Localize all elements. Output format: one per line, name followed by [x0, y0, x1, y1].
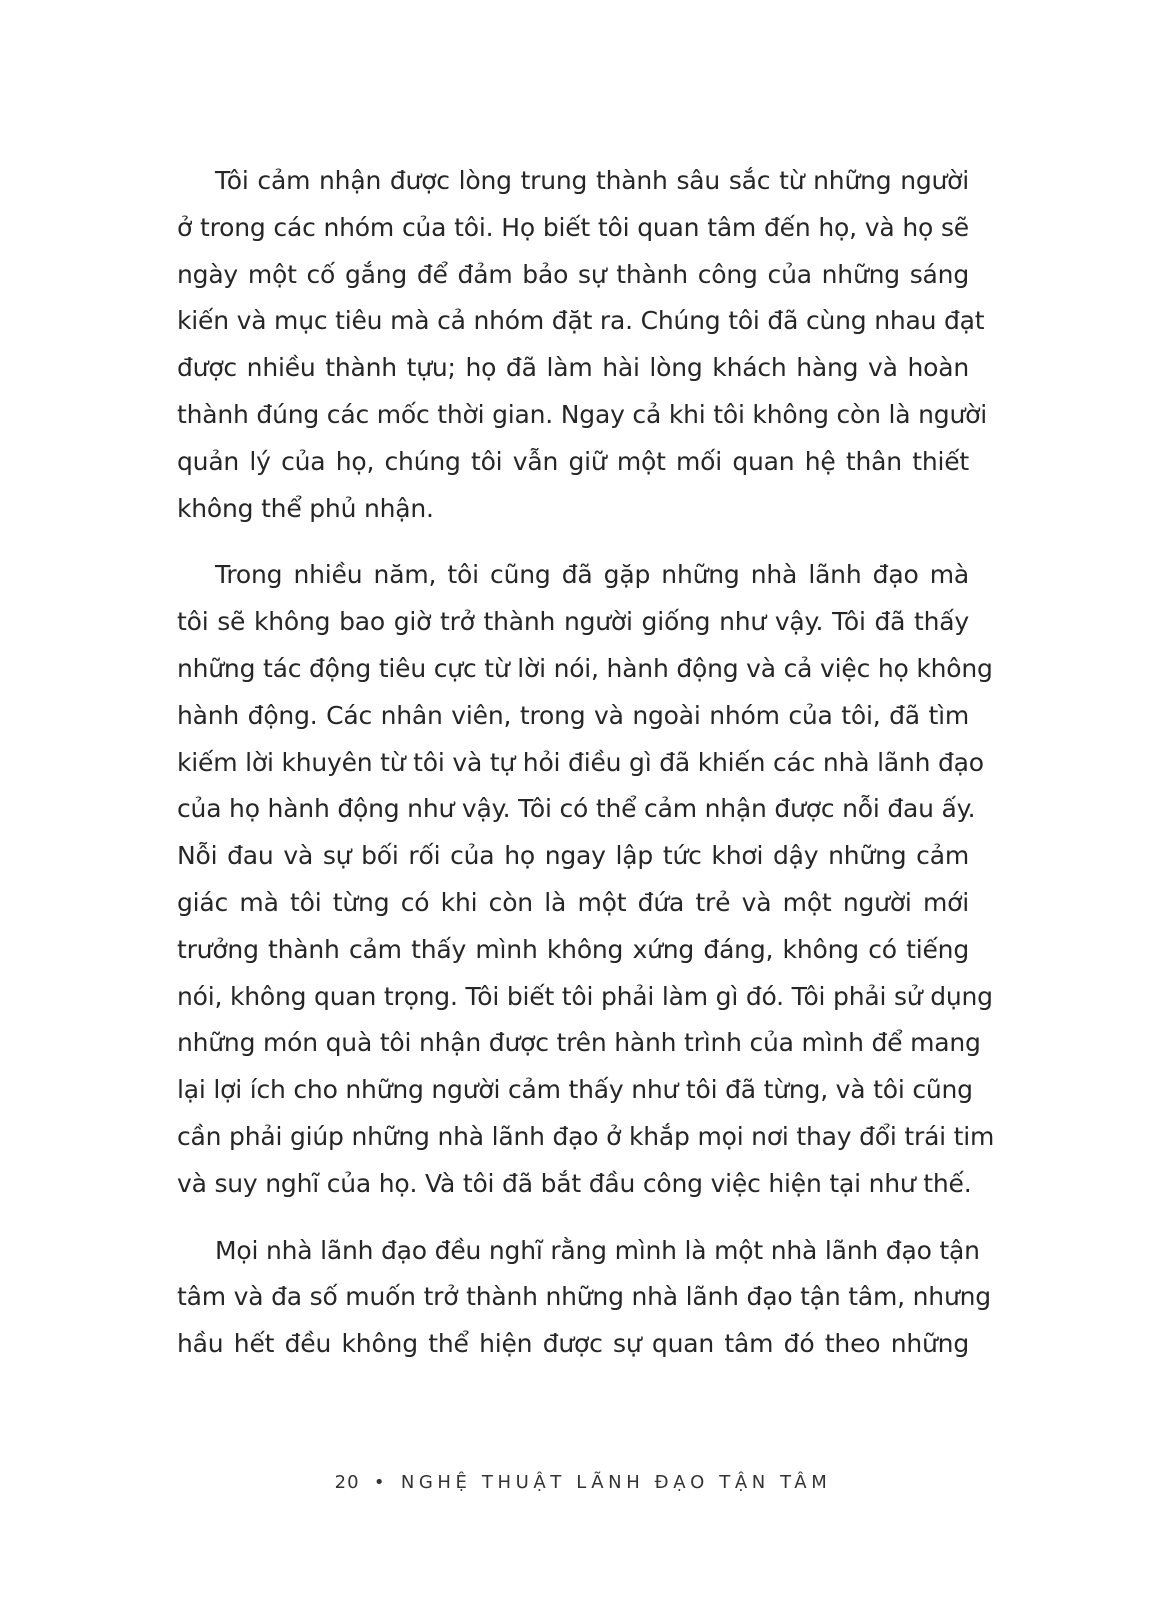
- text-line: và suy nghĩ của họ. Và tôi đã bắt đầu công việc hiện tại như thế.: [177, 1168, 972, 1198]
- text-line: Nỗi đau và sự bối rối của họ ngay lập tức khơi dậy những cảm: [177, 841, 969, 871]
- text-line: Tôi cảm nhận được lòng trung thành sâu sắc từ những người: [215, 166, 969, 195]
- text-line: những tác động tiêu cực từ lời nói, hành động và cả việc họ không: [177, 653, 993, 683]
- text-line: được nhiều thành tựu; họ đã làm hài lòng khách hàng và hoàn: [177, 353, 969, 383]
- bullet-separator: •: [373, 1472, 385, 1493]
- text-line: không thể phủ nhận.: [177, 493, 434, 523]
- text-line: ngày một cố gắng để đảm bảo sự thành công của những sáng: [177, 259, 969, 289]
- text-line: hầu hết đều không thể hiện được sự quan tâm đó theo những: [177, 1329, 969, 1359]
- text-line: tôi sẽ không bao giờ trở thành người giống như vậy. Tôi đã thấy: [177, 607, 969, 637]
- running-footer: [0, 1472, 1166, 1493]
- text-line: quản lý của họ, chúng tôi vẫn giữ một mối quan hệ thân thiết: [177, 446, 969, 476]
- text-line: Trong nhiều năm, tôi cũng đã gặp những nhà lãnh đạo mà: [215, 560, 969, 590]
- body-text: [177, 158, 995, 1368]
- text-line: Mọi nhà lãnh đạo đều nghĩ rằng mình là một nhà lãnh đạo tận: [215, 1235, 980, 1265]
- page-number: 20: [334, 1472, 360, 1493]
- text-line: giác mà tôi từng có khi còn là một đứa trẻ và một người mới: [177, 887, 969, 917]
- text-line: lại lợi ích cho những người cảm thấy như tôi đã từng, và tôi cũng: [177, 1075, 973, 1105]
- text-line: những món quà tôi nhận được trên hành trình của mình để mang: [177, 1028, 981, 1058]
- paragraph-3: [177, 1228, 991, 1368]
- text-line: của họ hành động như vậy. Tôi có thể cảm nhận được nỗi đau ấy.: [177, 794, 976, 824]
- book-title: NGHỆ THUẬT LÃNH ĐẠO TẬN TÂM: [400, 1472, 832, 1493]
- text-line: thành đúng các mốc thời gian. Ngay cả khi tôi không còn là người: [177, 399, 987, 429]
- paragraph-2: [177, 552, 995, 1207]
- text-line: cần phải giúp những nhà lãnh đạo ở khắp mọi nơi thay đổi trái tim: [177, 1121, 995, 1151]
- paragraph-1: [177, 158, 987, 532]
- text-line: nói, không quan trọng. Tôi biết tôi phải làm gì đó. Tôi phải sử dụng: [177, 981, 993, 1011]
- text-line: kiến và mục tiêu mà cả nhóm đặt ra. Chúng tôi đã cùng nhau đạt: [177, 306, 985, 336]
- text-line: tâm và đa số muốn trở thành những nhà lãnh đạo tận tâm, nhưng: [177, 1282, 991, 1312]
- text-line: hành động. Các nhân viên, trong và ngoài nhóm của tôi, đã tìm: [177, 700, 969, 730]
- text-line: trưởng thành cảm thấy mình không xứng đáng, không có tiếng: [177, 934, 969, 964]
- text-line: kiếm lời khuyên từ tôi và tự hỏi điều gì đã khiến các nhà lãnh đạo: [177, 747, 984, 777]
- text-line: ở trong các nhóm của tôi. Họ biết tôi quan tâm đến họ, và họ sẽ: [177, 212, 969, 242]
